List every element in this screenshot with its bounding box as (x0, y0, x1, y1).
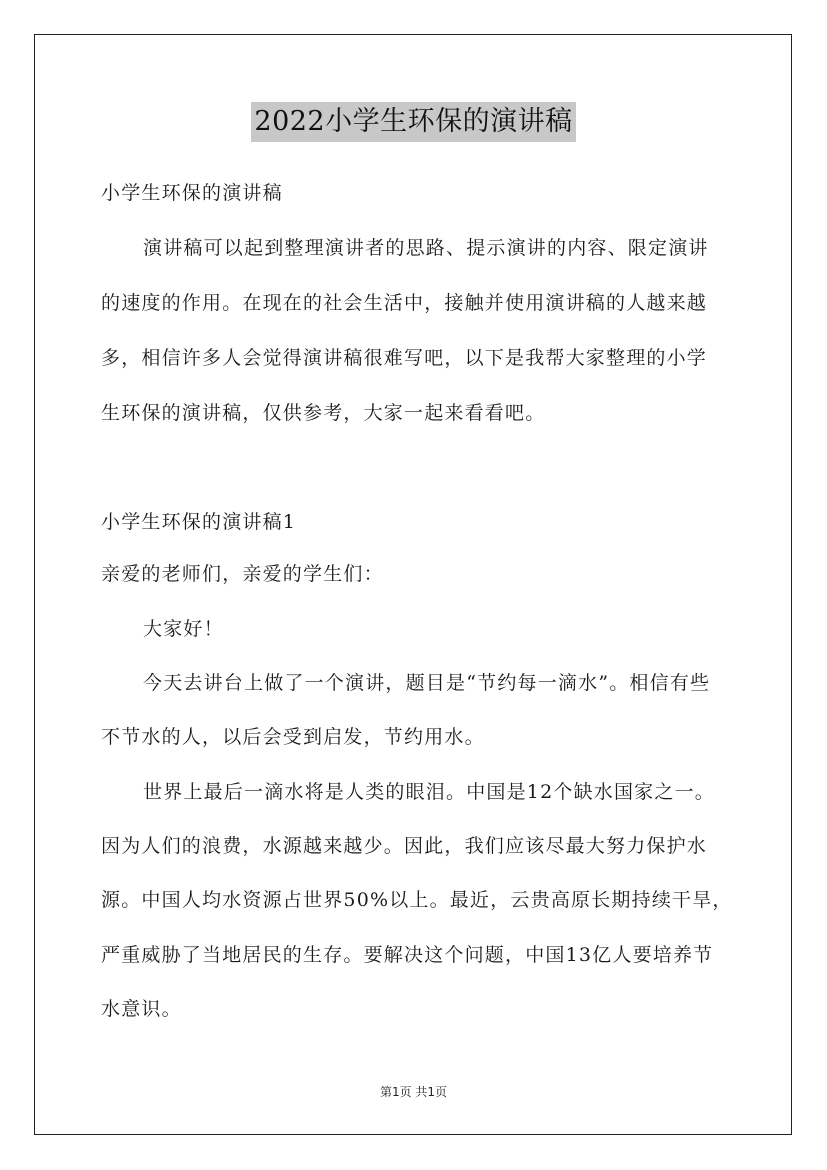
paragraph-line: 演讲稿可以起到整理演讲者的思路、提示演讲的内容、限定演讲 (143, 237, 709, 259)
paragraph-line: 不节水的人，以后会受到启发，节约用水。 (101, 726, 485, 748)
paragraph-line: 因为人们的浪费，水源越来越少。因此，我们应该尽最大努力保护水 (101, 835, 708, 857)
section-heading: 小学生环保的演讲稿 (101, 182, 283, 204)
paragraph-line: 源。中国人均水资源占世界50%以上。最近，云贵高原长期持续干旱， (101, 889, 733, 911)
paragraph-line: 今天去讲台上做了一个演讲，题目是“节约每一滴水”。相信有些 (143, 672, 711, 694)
greeting: 大家好！ (143, 618, 224, 640)
paragraph-line: 世界上最后一滴水将是人类的眼泪。中国是12个缺水国家之一。 (143, 781, 715, 803)
page-footer: 第1页 共1页 (379, 1085, 448, 1099)
paragraph-line: 严重威胁了当地居民的生存。要解决这个问题，中国13亿人要培养节 (101, 944, 714, 966)
paragraph-line: 多，相信许多人会觉得演讲稿很难写吧，以下是我帮大家整理的小学 (101, 347, 708, 369)
paragraph-line: 水意识。 (101, 998, 182, 1020)
document-title: 2022小学生环保的演讲稿 (251, 102, 575, 142)
paragraph-line: 的速度的作用。在现在的社会生活中，接触并使用演讲稿的人越来越 (101, 292, 708, 314)
salutation: 亲爱的老师们，亲爱的学生们： (101, 563, 384, 585)
section-heading: 小学生环保的演讲稿1 (101, 511, 297, 533)
title-area (0, 102, 827, 142)
paragraph-line: 生环保的演讲稿，仅供参考，大家一起来看看吧。 (101, 402, 546, 424)
